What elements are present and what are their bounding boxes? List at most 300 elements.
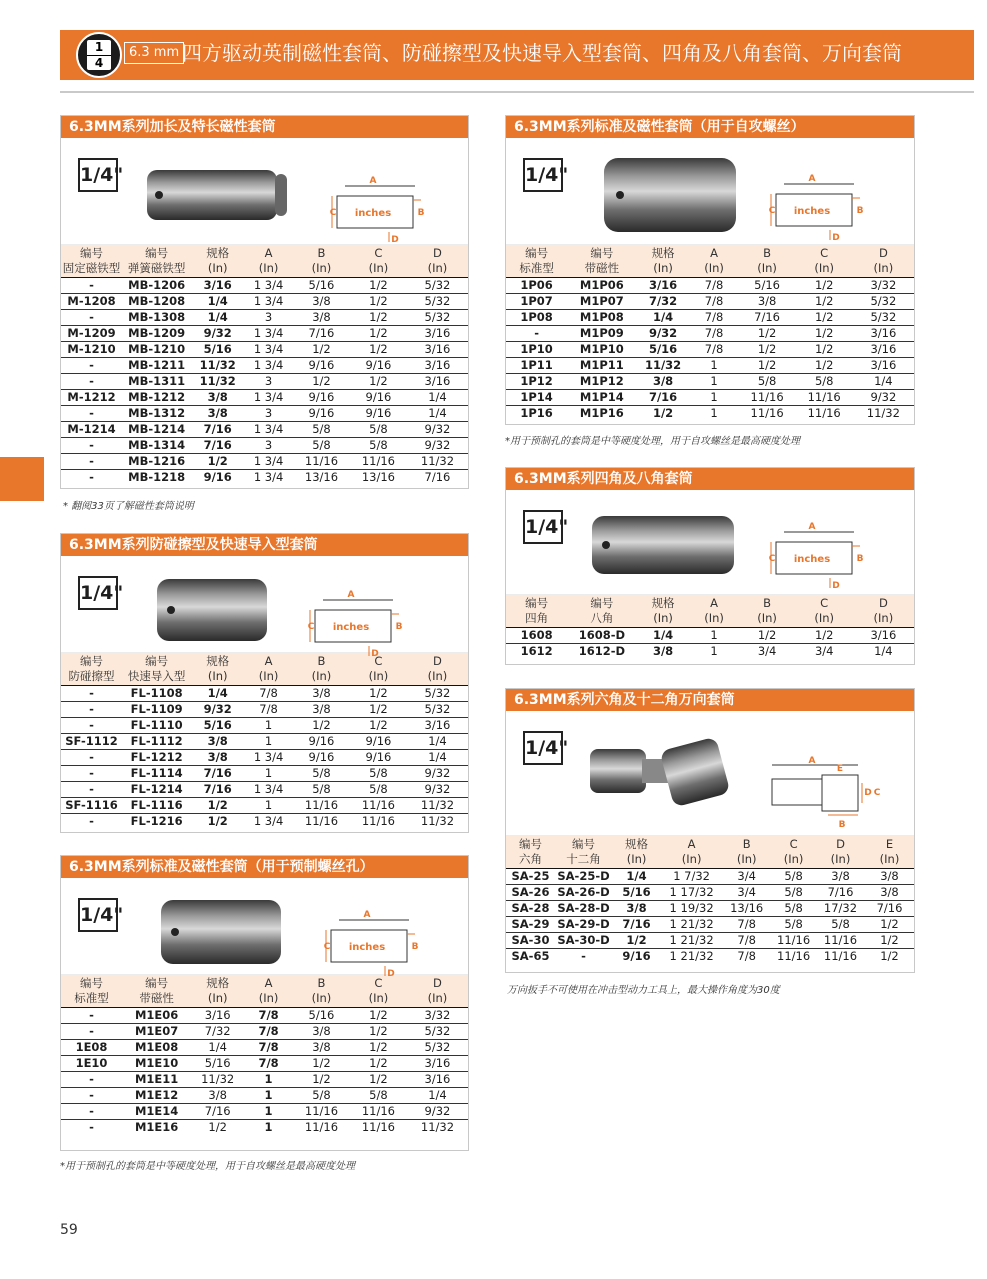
table-cell: M1P10: [567, 342, 636, 358]
table-cell: -: [61, 1120, 122, 1136]
dim-b-label: B: [838, 820, 846, 830]
table-cell: -: [61, 1008, 122, 1024]
table-row: [506, 310, 914, 326]
col-header: 编号 带磁性: [567, 245, 636, 278]
table-cell: 11/32: [637, 358, 690, 374]
table-cell: 11/16: [350, 1120, 407, 1136]
table-cell: 7/8: [690, 326, 739, 342]
table-cell: -: [61, 278, 122, 294]
table-cell: -: [61, 1104, 122, 1120]
table-cell: 1608-D: [567, 628, 636, 644]
table-cell: 11/16: [796, 390, 853, 406]
table-cell: M1E08: [122, 1040, 191, 1056]
table-cell: SA-28-D: [555, 901, 612, 917]
dimension-diagram: [307, 590, 407, 660]
table-cell: -: [61, 686, 122, 702]
table-cell: 1/2: [796, 342, 853, 358]
table-cell: MB-1210: [122, 342, 191, 358]
table-cell: SA-28: [506, 901, 555, 917]
table-cell: FL-1216: [122, 814, 191, 830]
col-header: E (In): [865, 836, 914, 869]
table-row: [61, 310, 468, 326]
table-cell: MB-1308: [122, 310, 191, 326]
table-cell: MB-1312: [122, 406, 191, 422]
table-cell: 1 7/32: [661, 869, 722, 885]
table-cell: M1E16: [122, 1120, 191, 1136]
table-row: [61, 718, 468, 734]
table-row: [506, 949, 914, 965]
size-label: 1/4": [78, 158, 118, 192]
table-cell: 9/16: [350, 734, 407, 750]
table-cell: MB-1216: [122, 454, 191, 470]
table-cell: 9/32: [407, 438, 468, 454]
socket-photo: [153, 571, 273, 649]
table-cell: 1/2: [350, 374, 407, 390]
table-cell: 1P08: [506, 310, 567, 326]
table-cell: M1P12: [567, 374, 636, 390]
table-cell: 9/16: [293, 750, 350, 766]
table-cell: 1 21/32: [661, 933, 722, 949]
col-header: C (In): [796, 245, 853, 278]
table-cell: 13/16: [350, 470, 407, 486]
table-cell: 1: [690, 644, 739, 660]
dim-c-label: C: [873, 788, 881, 798]
table-cell: 7/8: [690, 342, 739, 358]
table-cell: 1/4: [191, 686, 244, 702]
table-cell: SF-1116: [61, 798, 122, 814]
table-cell: 3/8: [191, 406, 244, 422]
table-row: [61, 342, 468, 358]
table-cell: 5/8: [771, 917, 816, 933]
table-cell: 5/16: [293, 278, 350, 294]
table-cell: 7/16: [191, 766, 244, 782]
table-cell: 3/16: [407, 326, 468, 342]
col-header: D (In): [407, 653, 468, 686]
table-row: [61, 1056, 468, 1072]
dim-c-label: C: [768, 206, 776, 216]
table-cell: 7/8: [722, 933, 771, 949]
table-row: [506, 933, 914, 949]
dim-d-label: D: [371, 649, 379, 659]
table-row: [61, 438, 468, 454]
table-row: [506, 644, 914, 660]
table-cell: 3/8: [816, 869, 865, 885]
size-label: 1/4": [78, 898, 118, 932]
table-cell: 3/8: [293, 686, 350, 702]
table-cell: -: [555, 949, 612, 965]
socket-photo: [143, 158, 293, 233]
table-cell: -: [61, 406, 122, 422]
table-cell: 3/4: [722, 869, 771, 885]
dimension-diagram: [323, 910, 423, 980]
table-cell: 1/2: [350, 686, 407, 702]
inches-label: inches: [348, 942, 386, 953]
dim-a-label: A: [363, 910, 371, 920]
table-cell: 1/2: [739, 628, 796, 644]
col-header: 编号 防碰擦型: [61, 653, 122, 686]
table-cell: 1/2: [796, 278, 853, 294]
col-header: D (In): [407, 975, 468, 1008]
table-cell: 1: [244, 1072, 293, 1088]
table-cell: 9/32: [407, 766, 468, 782]
table-cell: 1P12: [506, 374, 567, 390]
col-header: A (In): [244, 245, 293, 278]
table-cell: 1: [244, 798, 293, 814]
table-row: [61, 454, 468, 470]
table-row: [506, 901, 914, 917]
table-cell: 3/4: [722, 885, 771, 901]
table-cell: 1: [244, 1120, 293, 1136]
table-cell: 1/2: [796, 294, 853, 310]
table-cell: MB-1209: [122, 326, 191, 342]
table-cell: 3/8: [293, 702, 350, 718]
table-cell: 1/2: [350, 1056, 407, 1072]
table-row: [506, 917, 914, 933]
table-row: [61, 1120, 468, 1136]
table-cell: 17/32: [816, 901, 865, 917]
table-cell: M1P14: [567, 390, 636, 406]
dim-d-label: D: [864, 788, 872, 798]
col-header: 规格 (In): [191, 653, 244, 686]
table-cell: 5/8: [350, 782, 407, 798]
table-cell: 3/8: [637, 644, 690, 660]
table-cell: 1/2: [191, 814, 244, 830]
col-header: D (In): [407, 245, 468, 278]
table-cell: 5/8: [293, 422, 350, 438]
table-cell: MB-1212: [122, 390, 191, 406]
table-cell: FL-1116: [122, 798, 191, 814]
table-cell: 11/16: [350, 814, 407, 830]
table-cell: 7/16: [191, 422, 244, 438]
table-cell: 9/32: [191, 702, 244, 718]
table-cell: 3/8: [865, 869, 914, 885]
table-cell: 1/2: [865, 917, 914, 933]
table-cell: SA-30-D: [555, 933, 612, 949]
col-header: 规格 (In): [637, 245, 690, 278]
table-cell: 7/16: [191, 1104, 244, 1120]
panel-title: 6.3MM系列防碰擦型及快速导入型套筒: [61, 534, 468, 556]
panel-title: 6.3MM系列六角及十二角万向套筒: [506, 689, 914, 711]
table-cell: 11/32: [407, 798, 468, 814]
table-cell: 9/32: [407, 1104, 468, 1120]
table-cell: 13/16: [293, 470, 350, 486]
panel-standard-self-tapping: [505, 115, 915, 425]
table-cell: 5/32: [853, 294, 914, 310]
table-cell: 1: [244, 734, 293, 750]
table-cell: 3: [244, 374, 293, 390]
table-row: [61, 686, 468, 702]
col-header: 编号 弹簧磁铁型: [122, 245, 191, 278]
table-cell: 5/8: [771, 901, 816, 917]
table-cell: 1/4: [407, 390, 468, 406]
table-cell: 1 3/4: [244, 326, 293, 342]
table-cell: 7/16: [865, 901, 914, 917]
table-cell: 7/16: [293, 326, 350, 342]
table-cell: 9/32: [191, 326, 244, 342]
panel-standard-pre-drilled: [60, 855, 469, 1151]
table-cell: 1P14: [506, 390, 567, 406]
table-cell: 9/32: [407, 422, 468, 438]
col-header: D (In): [816, 836, 865, 869]
table-cell: 3/32: [407, 1008, 468, 1024]
table-cell: 1/2: [350, 310, 407, 326]
dim-a-label: A: [808, 756, 816, 766]
table-cell: SA-29: [506, 917, 555, 933]
table-cell: 11/32: [407, 1120, 468, 1136]
table-cell: -: [61, 1088, 122, 1104]
panel-figure: [506, 711, 914, 836]
table-cell: 1: [244, 766, 293, 782]
table-cell: 11/16: [771, 949, 816, 965]
dimension-diagram: [768, 174, 868, 244]
dim-b-label: B: [856, 554, 864, 564]
header-divider: [60, 91, 974, 93]
table-cell: FL-1214: [122, 782, 191, 798]
col-header: C (In): [350, 975, 407, 1008]
table-cell: 1/2: [350, 718, 407, 734]
table-cell: 1608: [506, 628, 567, 644]
table-cell: 9/16: [350, 750, 407, 766]
table-cell: M1E07: [122, 1024, 191, 1040]
table-cell: 9/16: [293, 358, 350, 374]
col-header: A (In): [690, 245, 739, 278]
col-header: 编号 八角: [567, 595, 636, 628]
spec-table: [506, 245, 914, 421]
table-cell: 11/16: [293, 798, 350, 814]
table-cell: 9/32: [407, 782, 468, 798]
table-cell: -: [61, 438, 122, 454]
table-cell: MB-1214: [122, 422, 191, 438]
table-cell: 1/4: [612, 869, 661, 885]
table-row: [61, 702, 468, 718]
table-cell: -: [61, 782, 122, 798]
table-cell: 1 21/32: [661, 949, 722, 965]
table-cell: -: [61, 374, 122, 390]
table-cell: M1E06: [122, 1008, 191, 1024]
table-cell: 3/16: [191, 278, 244, 294]
table-cell: 5/32: [407, 1040, 468, 1056]
table-row: [506, 278, 914, 294]
size-label: 1/4": [523, 510, 563, 544]
table-cell: 11/16: [739, 390, 796, 406]
table-cell: 5/32: [853, 310, 914, 326]
table-cell: -: [61, 1024, 122, 1040]
table-row: [506, 390, 914, 406]
table-row: [61, 1040, 468, 1056]
table-cell: 7/8: [722, 917, 771, 933]
table-cell: M1E14: [122, 1104, 191, 1120]
table-cell: 1 3/4: [244, 294, 293, 310]
table-cell: M1E12: [122, 1088, 191, 1104]
table-row: [506, 326, 914, 342]
spec-table: [61, 245, 468, 485]
table-cell: M1P07: [567, 294, 636, 310]
dim-d-label: D: [832, 233, 840, 243]
dim-b-label: B: [395, 622, 403, 632]
table-cell: M-1210: [61, 342, 122, 358]
socket-photo: [600, 150, 740, 240]
table-row: [61, 390, 468, 406]
socket-photo: [157, 892, 287, 972]
table-cell: -: [506, 326, 567, 342]
col-header: C (In): [350, 245, 407, 278]
table-cell: 1/2: [350, 1008, 407, 1024]
table-cell: MB-1218: [122, 470, 191, 486]
col-header: 编号 标准型: [506, 245, 567, 278]
table-cell: MB-1311: [122, 374, 191, 390]
size-label: 1/4": [523, 158, 563, 192]
table-cell: 3/8: [191, 734, 244, 750]
col-header: B (In): [739, 245, 796, 278]
table-cell: M-1212: [61, 390, 122, 406]
table-cell: 1 3/4: [244, 470, 293, 486]
table-cell: 3/8: [739, 294, 796, 310]
inches-label: inches: [332, 622, 370, 633]
table-cell: -: [61, 766, 122, 782]
table-cell: 1: [244, 1088, 293, 1104]
table-cell: 1612-D: [567, 644, 636, 660]
table-cell: 3/8: [191, 1088, 244, 1104]
col-header: 编号 四角: [506, 595, 567, 628]
table-cell: -: [61, 454, 122, 470]
col-header: C (In): [350, 653, 407, 686]
inches-label: inches: [793, 554, 831, 565]
table-cell: FL-1110: [122, 718, 191, 734]
table-cell: 1/2: [350, 294, 407, 310]
table-cell: 5/8: [796, 374, 853, 390]
spec-table: [61, 975, 468, 1135]
table-cell: 1 3/4: [244, 358, 293, 374]
dim-c-label: C: [307, 622, 315, 632]
table-cell: M1E10: [122, 1056, 191, 1072]
table-cell: 3/8: [637, 374, 690, 390]
table-cell: 11/16: [293, 814, 350, 830]
table-cell: 5/8: [350, 422, 407, 438]
table-cell: 3/16: [407, 358, 468, 374]
table-cell: 5/32: [407, 294, 468, 310]
dim-d-label: D: [832, 581, 840, 591]
table-row: [506, 294, 914, 310]
table-cell: 5/16: [293, 1008, 350, 1024]
table-cell: 1/2: [865, 949, 914, 965]
table-cell: 5/8: [293, 766, 350, 782]
table-cell: 7/8: [244, 1008, 293, 1024]
table-cell: -: [61, 750, 122, 766]
socket-photo: [588, 508, 738, 583]
table-row: [61, 1024, 468, 1040]
table-cell: 9/16: [293, 390, 350, 406]
panel-title: 6.3MM系列加长及特长磁性套筒: [61, 116, 468, 138]
table-cell: 5/16: [637, 342, 690, 358]
table-cell: 11/32: [191, 358, 244, 374]
table-cell: 3/8: [865, 885, 914, 901]
col-header: 编号 十二角: [555, 836, 612, 869]
table-cell: MB-1211: [122, 358, 191, 374]
table-cell: 1/2: [350, 326, 407, 342]
table-cell: 3/16: [407, 342, 468, 358]
table-cell: 1/2: [191, 1120, 244, 1136]
note-magnetic: * 翻阅33页了解磁性套筒说明: [63, 501, 194, 512]
table-cell: 9/32: [637, 326, 690, 342]
inches-label: inches: [354, 208, 392, 219]
col-header: B (In): [293, 653, 350, 686]
col-header: 规格 (In): [191, 245, 244, 278]
dim-a-label: A: [808, 522, 816, 532]
dim-b-label: B: [417, 208, 425, 218]
col-header: 编号 带磁性: [122, 975, 191, 1008]
table-cell: 9/32: [853, 390, 914, 406]
table-cell: 11/16: [816, 933, 865, 949]
table-row: [61, 1088, 468, 1104]
table-cell: 7/32: [191, 1024, 244, 1040]
table-cell: 11/32: [853, 406, 914, 422]
table-cell: FL-1108: [122, 686, 191, 702]
table-cell: MB-1208: [122, 294, 191, 310]
table-cell: M1P06: [567, 278, 636, 294]
col-header: 编号 快速导入型: [122, 653, 191, 686]
table-cell: 1/4: [637, 310, 690, 326]
table-cell: 1: [244, 1104, 293, 1120]
table-row: [506, 406, 914, 422]
table-cell: 3/4: [796, 644, 853, 660]
table-cell: 11/16: [350, 798, 407, 814]
table-cell: 1/2: [350, 1072, 407, 1088]
table-cell: 1/2: [796, 310, 853, 326]
table-cell: 1/4: [407, 406, 468, 422]
table-cell: 5/8: [771, 869, 816, 885]
col-header: D (In): [853, 245, 914, 278]
table-cell: FL-1114: [122, 766, 191, 782]
col-header: 编号 六角: [506, 836, 555, 869]
table-cell: MB-1314: [122, 438, 191, 454]
table-cell: 1P16: [506, 406, 567, 422]
table-cell: 3/8: [191, 390, 244, 406]
dim-c-label: C: [768, 554, 776, 564]
table-cell: 1P10: [506, 342, 567, 358]
table-cell: 1P06: [506, 278, 567, 294]
panel-title: 6.3MM系列标准及磁性套筒（用于自攻螺丝）: [506, 116, 914, 138]
table-cell: FL-1109: [122, 702, 191, 718]
table-row: [61, 374, 468, 390]
table-cell: 7/8: [690, 294, 739, 310]
table-row: [61, 782, 468, 798]
table-row: [61, 278, 468, 294]
col-header: A (In): [244, 653, 293, 686]
dim-a-label: A: [369, 176, 377, 186]
spec-table: [61, 653, 468, 829]
table-cell: M-1208: [61, 294, 122, 310]
table-cell: 7/16: [637, 390, 690, 406]
table-cell: M1P08: [567, 310, 636, 326]
table-cell: 1/2: [191, 454, 244, 470]
table-cell: 1/2: [637, 406, 690, 422]
table-cell: 9/16: [612, 949, 661, 965]
table-cell: 1/2: [350, 702, 407, 718]
table-cell: 5/32: [407, 310, 468, 326]
table-row: [61, 406, 468, 422]
table-cell: 1 3/4: [244, 278, 293, 294]
table-cell: 5/8: [293, 782, 350, 798]
table-cell: SA-26-D: [555, 885, 612, 901]
table-cell: 9/16: [350, 390, 407, 406]
dim-d-label: D: [387, 969, 395, 979]
dim-a-label: A: [808, 174, 816, 184]
table-cell: 1/4: [853, 374, 914, 390]
table-cell: 3/8: [293, 1040, 350, 1056]
table-cell: 3/8: [293, 1024, 350, 1040]
table-cell: 1: [690, 406, 739, 422]
table-cell: 3/8: [612, 901, 661, 917]
